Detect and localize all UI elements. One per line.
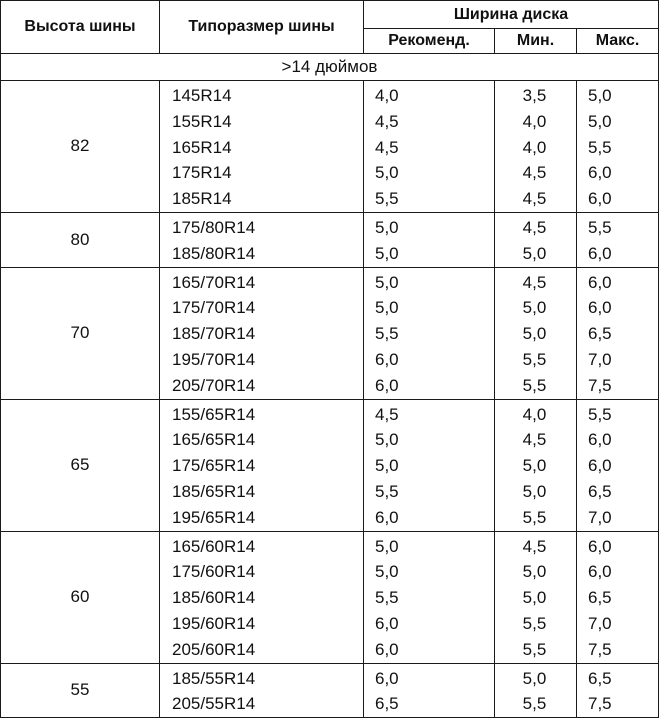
rim-max-value: 5,0 [588,111,612,131]
rim-recommended-value: 4,5 [375,404,399,424]
rim-min-value: 5,5 [522,694,547,714]
rim-max-value: 7,5 [588,694,612,714]
tire-size-value: 205/55R14 [172,694,256,714]
header-min: Мин. [495,29,577,54]
rim-recommended-value: 6,0 [375,668,399,688]
header-recommended: Рекоменд. [364,29,495,54]
tire-size-value: 205/70R14 [172,375,256,395]
rim-recommended-value: 4,5 [375,137,399,157]
rim-max-value: 6,0 [588,562,612,582]
tire-size-column [160,531,364,663]
rim-recommended-value: 5,0 [375,217,399,237]
rim-min-value: 5,0 [522,456,547,476]
rim-max-value: 6,0 [588,189,612,209]
rim-min-column [495,81,577,213]
tire-size-value: 185/55R14 [172,668,256,688]
rim-recommended-column [364,212,495,267]
tire-height-cell: 70 [1,267,160,399]
section-label: >14 дюймов [1,54,659,81]
tire-size-value: 175/60R14 [172,562,256,582]
rim-min-value: 5,5 [522,639,547,659]
tire-height-cell: 65 [1,399,160,531]
rim-recommended-column [364,267,495,399]
rim-recommended-value: 5,0 [375,272,399,292]
tire-size-value: 185/60R14 [172,588,256,608]
rim-max-value: 6,0 [588,272,612,292]
tire-height-cell: 80 [1,212,160,267]
tire-size-value: 205/60R14 [172,639,256,659]
rim-min-value: 4,5 [522,217,547,237]
rim-max-column [577,399,659,531]
rim-max-value: 7,5 [588,639,612,659]
rim-min-value: 5,5 [522,507,547,527]
tire-size-value: 165R14 [172,137,232,157]
tire-size-value: 155/65R14 [172,404,256,424]
rim-max-value: 6,0 [588,536,612,556]
rim-max-value: 6,0 [588,456,612,476]
header-height: Высота шины [1,1,160,54]
rim-recommended-value: 5,5 [375,588,399,608]
rim-min-value: 4,0 [522,111,547,131]
rim-min-value: 4,5 [522,430,547,450]
rim-recommended-value: 5,0 [375,298,399,318]
rim-recommended-value: 5,0 [375,536,399,556]
rim-min-value: 5,0 [522,668,547,688]
tire-size-value: 195/60R14 [172,613,256,633]
rim-max-value: 6,5 [588,588,612,608]
rim-min-value: 5,0 [522,588,547,608]
rim-max-value: 5,0 [588,86,612,105]
rim-max-value: 6,0 [588,298,612,318]
tire-size-value: 165/60R14 [172,536,256,556]
tire-size-column [160,663,364,718]
rim-max-value: 7,0 [588,349,612,369]
rim-min-value: 5,5 [522,613,547,633]
rim-max-value: 6,5 [588,481,612,501]
tire-size-column [160,81,364,213]
rim-max-column [577,531,659,663]
rim-max-column [577,267,659,399]
tire-size-value: 175/65R14 [172,456,256,476]
table-row-group [1,399,659,531]
rim-recommended-value: 5,5 [375,189,399,209]
rim-min-value: 5,5 [522,375,547,395]
rim-recommended-column [364,399,495,531]
rim-max-value: 6,5 [588,324,612,344]
rim-recommended-column [364,81,495,213]
rim-min-value: 4,5 [522,189,547,209]
rim-max-column [577,663,659,718]
tire-size-value: 175/80R14 [172,217,256,237]
rim-min-value: 5,5 [522,349,547,369]
rim-max-value: 7,0 [588,613,612,633]
rim-min-column [495,399,577,531]
rim-recommended-value: 4,0 [375,86,399,105]
tire-size-column [160,399,364,531]
table-row-group [1,212,659,267]
rim-recommended-value: 5,0 [375,243,399,263]
rim-min-column [495,531,577,663]
rim-recommended-value: 5,5 [375,324,399,344]
tire-size-value: 195/70R14 [172,349,256,369]
rim-min-column [495,212,577,267]
rim-min-column [495,267,577,399]
tire-size-value: 155R14 [172,111,232,131]
rim-max-value: 6,0 [588,430,612,450]
header-max: Макс. [577,29,659,54]
tire-size-value: 195/65R14 [172,507,256,527]
tire-size-column [160,267,364,399]
tire-size-value: 175/70R14 [172,298,256,318]
rim-min-value: 4,5 [522,272,547,292]
rim-max-value: 7,0 [588,507,612,527]
table-body [1,54,659,718]
rim-max-value: 5,5 [588,404,612,424]
header-rim-width: Ширина диска [364,1,659,29]
rim-min-value: 5,0 [522,324,547,344]
rim-recommended-value: 6,0 [375,613,399,633]
rim-min-value: 4,5 [522,163,547,183]
rim-max-value: 6,0 [588,243,612,263]
rim-min-value: 5,0 [522,562,547,582]
tire-size-value: 185R14 [172,189,232,209]
tire-size-value: 165/70R14 [172,272,256,292]
table-row-group [1,81,659,213]
tire-height-cell: 82 [1,81,160,213]
rim-recommended-value: 6,0 [375,375,399,395]
rim-recommended-column [364,663,495,718]
rim-recommended-value: 6,5 [375,694,399,714]
tire-size-value: 165/65R14 [172,430,256,450]
rim-recommended-value: 5,0 [375,430,399,450]
rim-max-value: 5,5 [588,137,612,157]
table-row-group [1,663,659,718]
table-row-group [1,531,659,663]
rim-min-value: 4,5 [522,536,547,556]
tire-height-cell: 60 [1,531,160,663]
rim-min-value: 5,0 [522,481,547,501]
rim-min-column [495,663,577,718]
rim-recommended-value: 6,0 [375,639,399,659]
rim-max-column [577,81,659,213]
tire-size-value: 145R14 [172,86,232,105]
rim-min-value: 5,0 [522,243,547,263]
rim-min-value: 3,5 [522,86,547,105]
rim-min-value: 5,0 [522,298,547,318]
rim-recommended-value: 5,0 [375,562,399,582]
rim-max-value: 6,5 [588,668,612,688]
tire-size-value: 185/65R14 [172,481,256,501]
table-header [1,1,659,54]
tire-size-column [160,212,364,267]
rim-recommended-value: 6,0 [375,349,399,369]
rim-recommended-value: 5,0 [375,456,399,476]
rim-max-value: 7,5 [588,375,612,395]
rim-recommended-value: 5,0 [375,163,399,183]
rim-max-column [577,212,659,267]
tire-size-value: 185/80R14 [172,243,256,263]
rim-min-value: 4,0 [522,404,547,424]
rim-max-value: 5,5 [588,217,612,237]
rim-max-value: 6,0 [588,163,612,183]
rim-recommended-value: 4,5 [375,111,399,131]
rim-min-value: 4,0 [522,137,547,157]
tire-size-value: 175R14 [172,163,232,183]
header-size: Типоразмер шины [160,1,364,54]
table-row-group [1,267,659,399]
rim-recommended-column [364,531,495,663]
tire-size-value: 185/70R14 [172,324,256,344]
rim-recommended-value: 6,0 [375,507,399,527]
rim-recommended-value: 5,5 [375,481,399,501]
tire-height-cell: 55 [1,663,160,718]
